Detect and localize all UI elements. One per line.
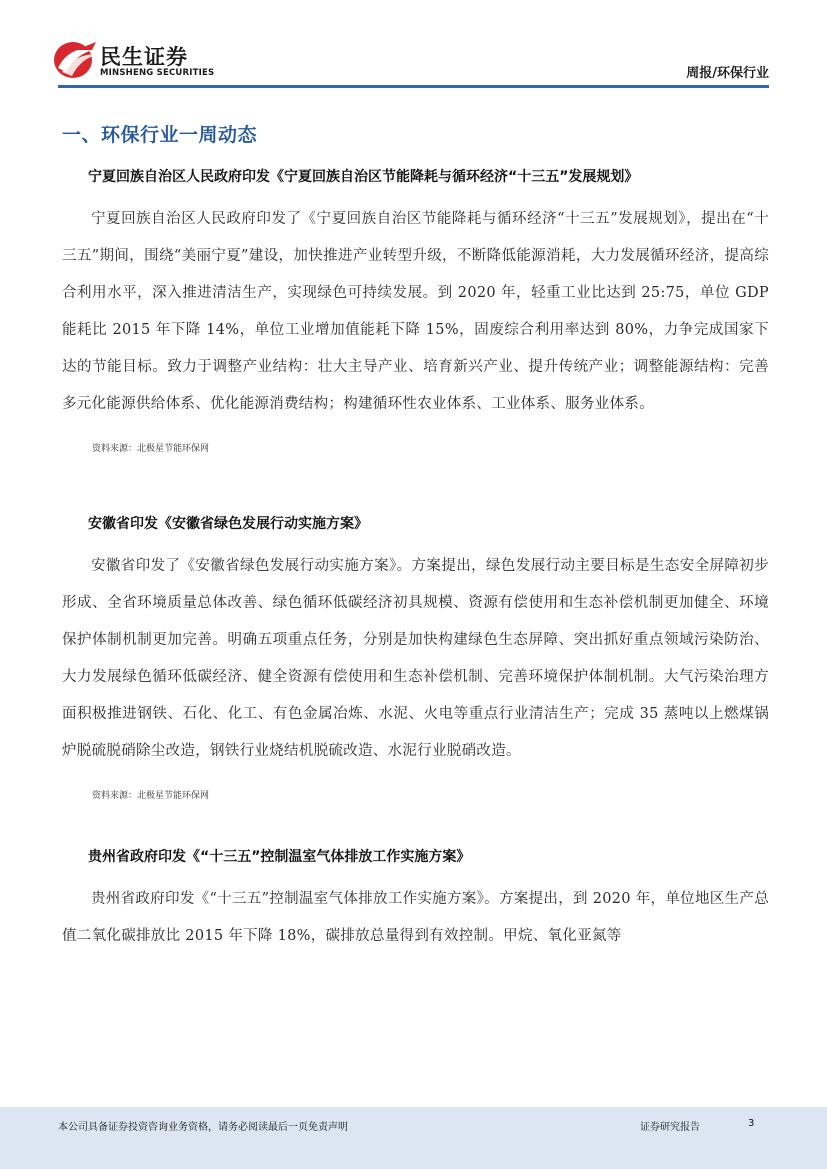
page-content — [62, 120, 769, 955]
footer-report-type: 证券研究报告 — [640, 1122, 700, 1133]
page-number: 3 — [748, 1118, 755, 1129]
page-header — [0, 0, 827, 92]
logo-text-cn: 民生证券 — [100, 45, 188, 69]
news-title: 贵州省政府印发《“十三五”控制温室气体排放工作实施方案》 — [88, 849, 471, 865]
logo-text-en: MINSHENG SECURITIES — [100, 68, 215, 78]
footer-disclaimer: 本公司具备证券投资咨询业务资格，请务必阅读最后一页免责声明 — [58, 1122, 348, 1133]
news-title: 安徽省印发《安徽省绿色发展行动实施方案》 — [88, 516, 368, 532]
minsheng-logo-icon — [52, 38, 100, 80]
news-body: 安徽省印发了《安徽省绿色发展行动实施方案》。方案提出，绿色发展行动主要目标是生态安全屏障初步形成、全省环境质量总体改善、绿色循环低碳经济初具规模、资源有偿使用和生态补偿机制更加健全、环境保护体制机制更加完善。明确五项重点任务，分别是加快构建绿色生态屏障、突出抓好重点领域污染防治、大力发展绿色循环低碳经济、健全资源有偿使用和生态补偿机制、完善环境保护体制机制。大气污染治理方面积极推进钢铁、石化、化工、有色金属冶炼、水泥、火电等重点行业清洁生产；完成 35 蒸吨以上燃煤锅炉脱硫脱硝除尘改造，钢铁行业烧结机脱硫改造、水泥行业脱硝改造。 — [62, 558, 769, 759]
report-category: 周报/环保行业 — [686, 66, 769, 81]
news-title: 宁夏回族自治区人民政府印发《宁夏回族自治区节能降耗与循环经济“十三五”发展规划》 — [88, 169, 639, 185]
news-body: 宁夏回族自治区人民政府印发了《宁夏回族自治区节能降耗与循环经济“十三五”发展规划》，提出在“十三五”期间，围绕“美丽宁夏”建设，加快推进产业转型升级，不断降低能源消耗，大力发展循环经济，提高综合利用水平，深入推进清洁生产，实现绿色可持续发展。到 2020 年，轻重工业比达到 25:75，单位 GDP 能耗比 2015 年下降 14%，单位工业增加值能耗下降 15%，固废综合利用率达到 80%，力争完成国家下达的节能目标。致力于调整产业结构：壮大主导产业、培育新兴产业、提升传统产业；调整能源结构：完善多元化能源供给体系、优化能源消费结构；构建循环性农业体系、工业体系、服务业体系。 — [62, 211, 769, 412]
header-divider — [58, 85, 769, 88]
news-body: 贵州省政府印发《“十三五”控制温室气体排放工作实施方案》。方案提出，到 2020 年，单位地区生产总值二氧化碳排放比 2015 年下降 18%，碳排放总量得到有效控制。甲烷、氧化亚氮等 — [62, 891, 769, 944]
page-footer — [0, 1107, 827, 1169]
news-source: 资料来源：北极星节能环保网 — [92, 444, 210, 454]
news-source: 资料来源：北极星节能环保网 — [92, 791, 210, 801]
news-item-guizhou — [62, 847, 769, 955]
news-item-ningxia — [62, 167, 769, 454]
section-heading: 一、环保行业一周动态 — [62, 124, 258, 146]
news-item-anhui — [62, 514, 769, 801]
